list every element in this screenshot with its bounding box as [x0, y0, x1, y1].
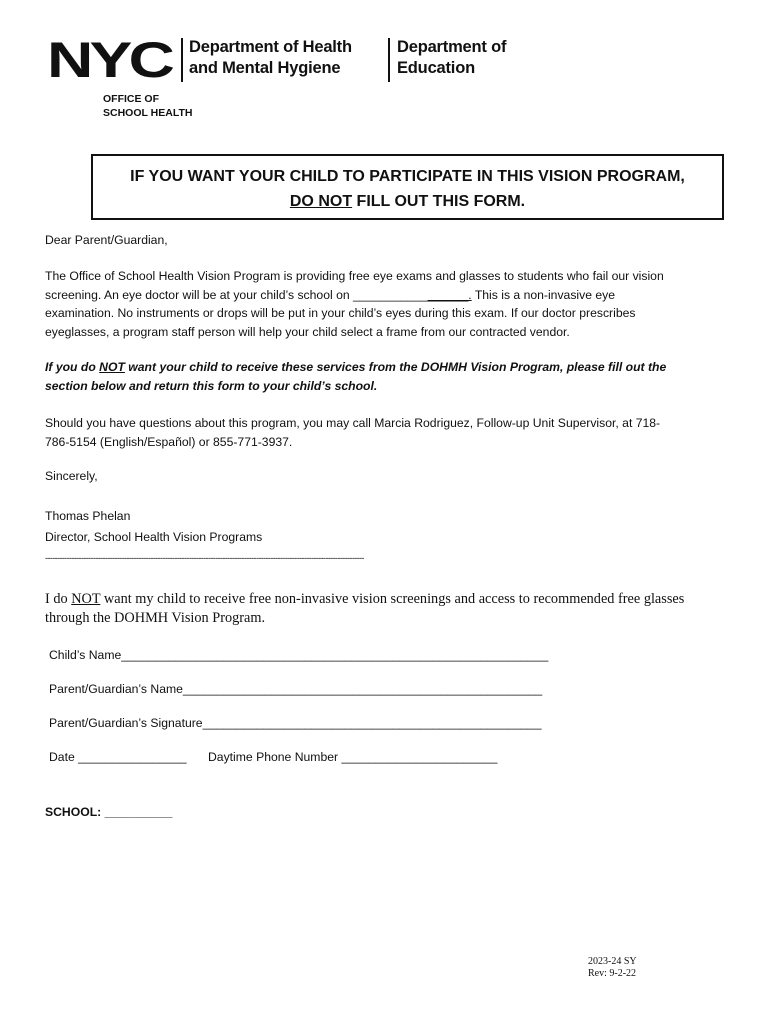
optout-line1-end: want my child to receive free non-invasive vision screenings and access to recommended free glasses — [100, 591, 685, 607]
parent-name-line[interactable]: _____________________________________________________ — [182, 682, 543, 696]
para2-line1-end: want your child to receive these services from the DOHMH Vision Program, please fill out the — [124, 360, 667, 374]
parent-signature-label: Parent/Guardian’s Signature — [49, 716, 203, 730]
signer-title: Director, School Health Vision Programs — [45, 530, 263, 544]
para3-line1: Should you have questions about this program, you may call Marcia Rodriguez, Follow-up Unit Supervisor, at 718- — [45, 416, 661, 430]
optout-line1 — [45, 590, 745, 609]
office-line2: SCHOOL HEALTH — [103, 107, 193, 119]
footer-year: 2023-24 SY — [588, 956, 637, 967]
phone-field[interactable] — [208, 750, 497, 764]
school-line[interactable]: __________ — [104, 805, 173, 819]
logo-divider-2 — [388, 38, 390, 82]
date-line[interactable]: ________________ — [78, 750, 187, 764]
para1-line3: examination. No instruments or drops will be put in your child’s eyes during this exam. If our doctor prescribes — [45, 306, 636, 320]
child-name-line[interactable]: _______________________________________________________________ — [121, 648, 549, 662]
footer-rev: Rev: 9-2-22 — [588, 968, 637, 979]
para1-line2 — [45, 286, 735, 305]
para2-line2: section below and return this form to your child’s school. — [45, 378, 378, 393]
parent-signature-field[interactable] — [49, 716, 541, 730]
para1-line2-end: This is a non-invasive eye — [471, 287, 616, 302]
para2-line1 — [45, 358, 745, 377]
para3-line2: 786-5154 (English/Español) or 855-771-3937. — [45, 434, 293, 449]
optout-not: NOT — [71, 591, 101, 607]
parent-signature-line[interactable]: __________________________________________________ — [202, 716, 542, 730]
para1-line1: The Office of School Health Vision Program is providing free eye exams and glasses to students who fail our vision — [45, 269, 664, 283]
school-label: SCHOOL: — [45, 805, 102, 819]
nyc-logo — [47, 37, 173, 88]
logo-divider-1 — [181, 38, 183, 82]
cut-line: ------------------------------------------------------------------------------------------------------------------------------------- — [45, 553, 364, 563]
paragraph-program-info — [45, 267, 735, 341]
notice-line1: IF YOU WANT YOUR CHILD TO PARTICIPATE IN THIS VISION PROGRAM, — [130, 168, 685, 185]
paragraph-opt-out-instructions — [45, 358, 745, 395]
notice-box — [91, 154, 724, 220]
dept-education-name — [397, 37, 506, 79]
dept-health-line1: Department of Health — [189, 38, 352, 56]
dept-health-line2: and Mental Hygiene — [189, 59, 341, 77]
date-field[interactable] — [49, 750, 187, 764]
closing: Sincerely, — [45, 469, 98, 483]
para1-line2-text: screening. An eye doctor will be at your child’s school on ___________ — [45, 287, 428, 302]
dept-edu-line2: Education — [397, 59, 475, 77]
optout-start: I do — [45, 591, 72, 607]
dept-health-name — [189, 37, 352, 79]
optout-line2: through the DOHMH Vision Program. — [45, 610, 266, 626]
para1-line4: eyeglasses, a program staff person will help your child select a frame from our contracted vendor. — [45, 324, 570, 339]
school-field[interactable] — [45, 805, 172, 819]
notice-line2-rest: FILL OUT THIS FORM. — [352, 193, 526, 210]
notice-do-not: DO NOT — [289, 193, 353, 210]
salutation: Dear Parent/Guardian, — [45, 233, 168, 247]
phone-line[interactable]: _______________________ — [341, 750, 498, 764]
parent-name-field[interactable] — [49, 682, 542, 696]
child-name-field[interactable] — [49, 648, 548, 662]
para2-start: If you do — [45, 360, 100, 374]
exam-date-blank: ______. — [427, 287, 472, 302]
phone-label: Daytime Phone Number — [208, 750, 339, 764]
child-name-label: Child’s Name — [49, 648, 122, 662]
nyc-logo-text: NYC — [47, 37, 173, 83]
office-line1: OFFICE OF — [103, 93, 159, 105]
form-version — [588, 956, 637, 980]
dept-edu-line1: Department of — [397, 38, 507, 56]
para2-not: NOT — [99, 360, 125, 374]
signer-name: Thomas Phelan — [45, 509, 131, 523]
paragraph-contact — [45, 414, 745, 451]
office-heading — [103, 92, 192, 120]
opt-out-statement — [45, 590, 745, 628]
notice-line2 — [93, 189, 722, 214]
parent-name-label: Parent/Guardian’s Name — [49, 682, 183, 696]
nyc-logo-icon — [47, 37, 173, 83]
date-label: Date — [49, 750, 75, 764]
